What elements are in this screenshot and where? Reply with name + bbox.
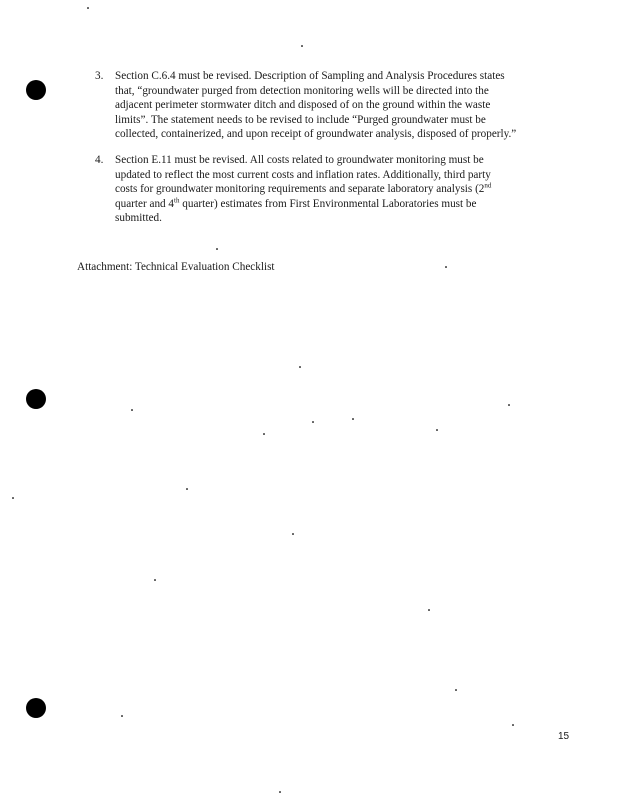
- text-line: limits”. The statement needs to be revised to include “Purged groundwater must be: [115, 113, 486, 126]
- scan-speck: [508, 404, 510, 406]
- scan-speck: [186, 488, 188, 490]
- scan-speck: [131, 409, 133, 411]
- text-line: Section C.6.4 must be revised. Description of Sampling and Analysis Procedures states: [115, 70, 505, 82]
- scan-speck: [455, 689, 457, 691]
- scan-speck: [352, 418, 354, 420]
- punch-hole: [26, 80, 46, 100]
- page-number: 15: [558, 731, 570, 742]
- scan-speck: [12, 497, 14, 499]
- text-line: [115, 197, 575, 212]
- text-fragment: quarter and 4: [115, 197, 175, 210]
- punch-hole: [26, 389, 46, 409]
- list-item-text: [115, 153, 575, 226]
- text-line: that, “groundwater purged from detection monitoring wells will be directed into the: [115, 84, 489, 97]
- scan-speck: [512, 724, 514, 726]
- scan-speck: [299, 366, 301, 368]
- scan-speck: [445, 266, 447, 268]
- list-item-number: 4.: [95, 154, 104, 166]
- scan-speck: [216, 248, 218, 250]
- text-line: collected, containerized, and upon receipt of groundwater analysis, disposed of properly.”: [115, 128, 517, 140]
- attachment-label: Attachment: Technical Evaluation Checklist: [77, 261, 275, 273]
- scan-speck: [301, 45, 303, 47]
- scan-speck: [121, 715, 123, 717]
- scan-speck: [436, 429, 438, 431]
- text-fragment: quarter) estimates from First Environmental Laboratories must be: [179, 197, 477, 210]
- scan-speck: [263, 433, 265, 435]
- superscript: nd: [484, 181, 492, 190]
- text-line: submitted.: [115, 212, 162, 224]
- text-line: Section E.11 must be revised. All costs related to groundwater monitoring must be: [115, 154, 484, 166]
- text-line: [115, 182, 575, 197]
- scan-speck: [312, 421, 314, 423]
- text-line: adjacent perimeter stormwater ditch and disposed of on the ground within the waste: [115, 99, 491, 111]
- punch-hole: [26, 698, 46, 718]
- text-line: updated to reflect the most current costs and inflation rates. Additionally, third party: [115, 168, 491, 181]
- scan-speck: [279, 791, 281, 793]
- list-item-number: 3.: [95, 70, 104, 82]
- scan-speck: [87, 7, 89, 9]
- text-fragment: costs for groundwater monitoring requirements and separate laboratory analysis (2: [115, 183, 485, 195]
- list-item-text: [115, 69, 575, 142]
- scan-speck: [154, 579, 156, 581]
- superscript: th: [174, 195, 180, 204]
- scan-speck: [292, 533, 294, 535]
- scan-speck: [428, 609, 430, 611]
